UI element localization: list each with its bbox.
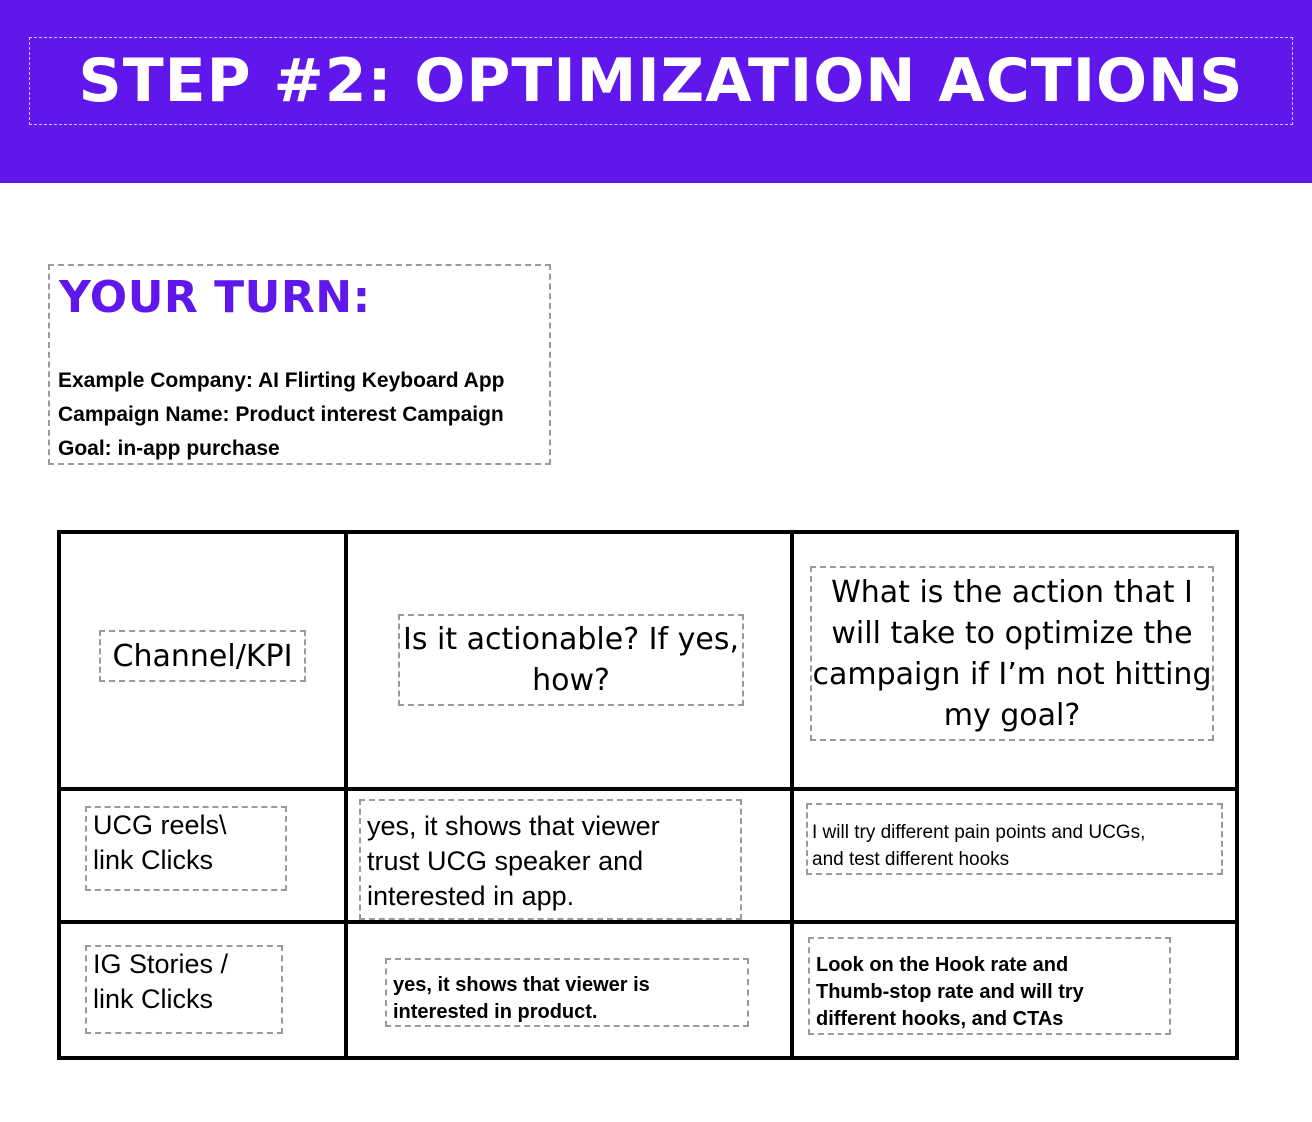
header-cell-actionable xyxy=(346,532,792,789)
table-header-row xyxy=(59,532,1237,789)
row-2-action-cell xyxy=(792,922,1237,1058)
your-turn-box xyxy=(48,264,551,465)
your-turn-title: YOUR TURN: xyxy=(59,272,371,323)
row-2-actionable: yes, it shows that viewer is interested in product. xyxy=(385,958,749,1027)
title-text-frame xyxy=(29,37,1293,125)
campaign-name: Campaign Name: Product interest Campaign xyxy=(58,403,504,426)
row-2-channel-cell xyxy=(59,922,346,1058)
row-1-actionable-cell xyxy=(346,789,792,922)
row-1-channel: UCG reels\ link Clicks xyxy=(85,806,287,891)
row-1-actionable: yes, it shows that viewer trust UCG speaker and interested in app. xyxy=(359,799,742,920)
row-2-actionable-cell xyxy=(346,922,792,1058)
table-row xyxy=(59,922,1237,1058)
optimization-table xyxy=(57,530,1239,1060)
campaign-goal: Goal: in-app purchase xyxy=(58,437,280,460)
header-actionable: Is it actionable? If yes, how? xyxy=(398,614,744,706)
row-1-channel-cell xyxy=(59,789,346,922)
header-channel-kpi: Channel/KPI xyxy=(99,630,306,682)
header-cell-action xyxy=(792,532,1237,789)
page-title: STEP #2: OPTIMIZATION ACTIONS xyxy=(78,46,1244,116)
example-details xyxy=(58,364,505,466)
row-2-action: Look on the Hook rate and Thumb-stop rate and will try different hooks, and CTAs xyxy=(808,937,1171,1035)
row-2-channel: IG Stories / link Clicks xyxy=(85,945,283,1034)
title-banner xyxy=(0,0,1312,183)
header-action: What is the action that I will take to optimize the campaign if I’m not hitting my goal? xyxy=(810,566,1214,741)
row-1-action: I will try different pain points and UCGs, and test different hooks xyxy=(806,803,1223,875)
header-cell-channel xyxy=(59,532,346,789)
table-row xyxy=(59,789,1237,922)
example-company: Example Company: AI Flirting Keyboard App xyxy=(58,369,505,392)
row-1-action-cell xyxy=(792,789,1237,922)
